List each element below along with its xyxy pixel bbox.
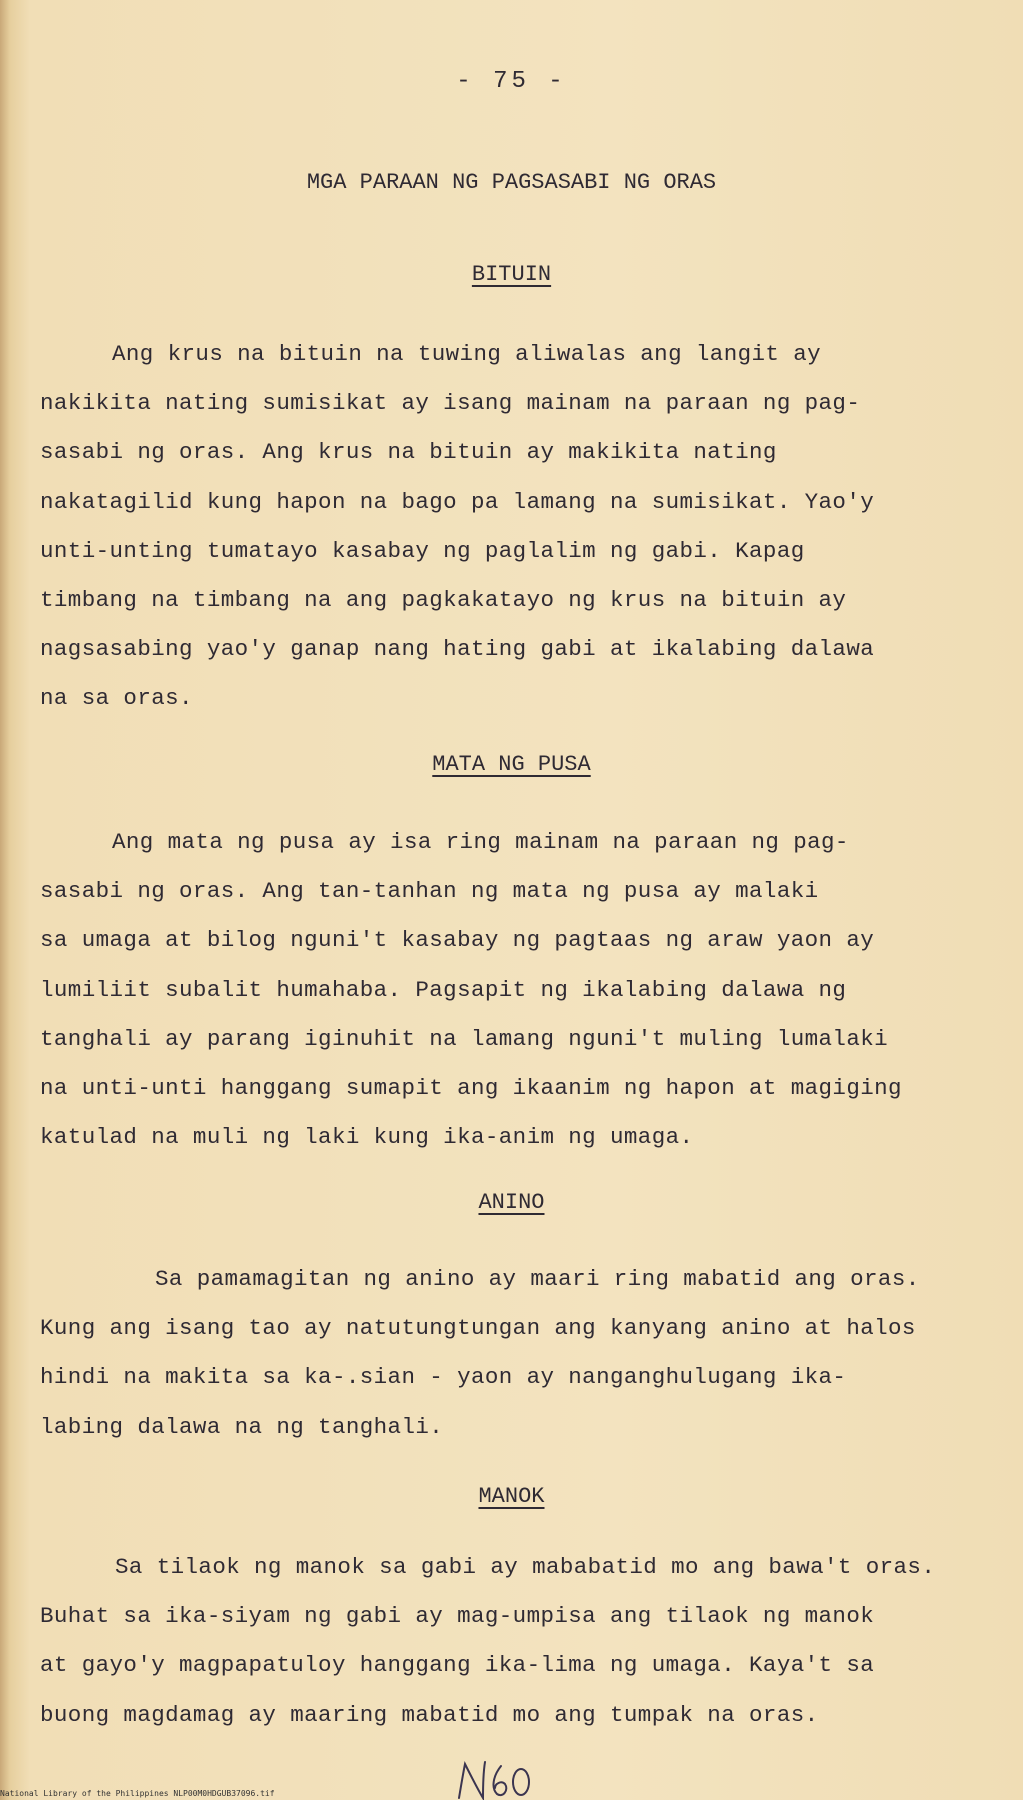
- paragraph-bituin: [40, 330, 1000, 724]
- text-line: at gayo'y magpapatuloy hanggang ika-lima ng umaga. Kaya't sa: [40, 1652, 875, 1679]
- text-line: sa umaga at bilog nguni't kasabay ng pagtaas ng araw yaon ay: [40, 927, 875, 954]
- text-line: hindi na makita sa ka-.sian - yaon ay nanganghulugang ika-: [40, 1364, 847, 1391]
- text-line: sasabi ng oras. Ang krus na bituin ay makikita nating: [40, 439, 777, 466]
- section-heading-manok: MANOK: [478, 1484, 545, 1509]
- text-line: sasabi ng oras. Ang tan-tanhan ng mata ng pusa ay malaki: [40, 878, 819, 905]
- text-line: timbang na timbang na ang pagkakatayo ng krus na bituin ay: [40, 587, 847, 614]
- text-line: Buhat sa ika-siyam ng gabi ay mag-umpisa ang tilaok ng manok: [40, 1603, 875, 1630]
- text-line: Kung ang isang tao ay natutungtungan ang kanyang anino at halos: [40, 1315, 916, 1342]
- paragraph-anino: [40, 1255, 1000, 1452]
- text-line: na sa oras.: [40, 685, 193, 712]
- section-heading-anino: ANINO: [478, 1190, 545, 1215]
- text-line: na unti-unti hanggang sumapit ang ikaanim ng hapon at magiging: [40, 1075, 902, 1102]
- text-line: nagsasabing yao'y ganap nang hating gabi at ikalabing dalawa: [40, 636, 875, 663]
- text-line: Sa pamamagitan ng anino ay maari ring mabatid ang oras.: [155, 1266, 920, 1292]
- handwritten-signature: [455, 1758, 537, 1800]
- text-line: Ang krus na bituin na tuwing aliwalas ang langit ay: [112, 341, 822, 367]
- paragraph-mata-ng-pusa: [40, 818, 1000, 1162]
- document-title: MGA PARAAN NG PAGSASABI NG ORAS: [306, 170, 717, 195]
- text-line: katulad na muli ng laki kung ika-anim ng umaga.: [40, 1124, 694, 1151]
- paragraph-manok: [40, 1543, 1000, 1740]
- archive-footer: National Library of the Philippines NLP00M0HDGUB37096.tif: [0, 1789, 275, 1798]
- text-line: buong magdamag ay maaring mabatid mo ang tumpak na oras.: [40, 1701, 819, 1728]
- text-line: Sa tilaok ng manok sa gabi ay mababatid mo ang bawa't oras.: [115, 1554, 936, 1580]
- section-heading-mata-ng-pusa: MATA NG PUSA: [432, 752, 591, 777]
- text-line: nakatagilid kung hapon na bago pa lamang na sumisikat. Yao'y: [40, 488, 875, 515]
- text-line: unti-unting tumatayo kasabay ng paglalim ng gabi. Kapag: [40, 537, 805, 564]
- page-number: - 75 -: [456, 68, 567, 95]
- text-line: lumiliit subalit humahaba. Pagsapit ng ikalabing dalawa ng: [40, 976, 847, 1003]
- text-line: tanghali ay parang iginuhit na lamang nguni't muling lumalaki: [40, 1025, 889, 1052]
- text-line: labing dalawa na ng tanghali.: [40, 1413, 444, 1440]
- text-line: Ang mata ng pusa ay isa ring mainam na paraan ng pag-: [112, 829, 849, 855]
- text-line: nakikita nating sumisikat ay isang mainam na paraan ng pag-: [40, 390, 861, 417]
- section-heading-bituin: BITUIN: [471, 262, 552, 287]
